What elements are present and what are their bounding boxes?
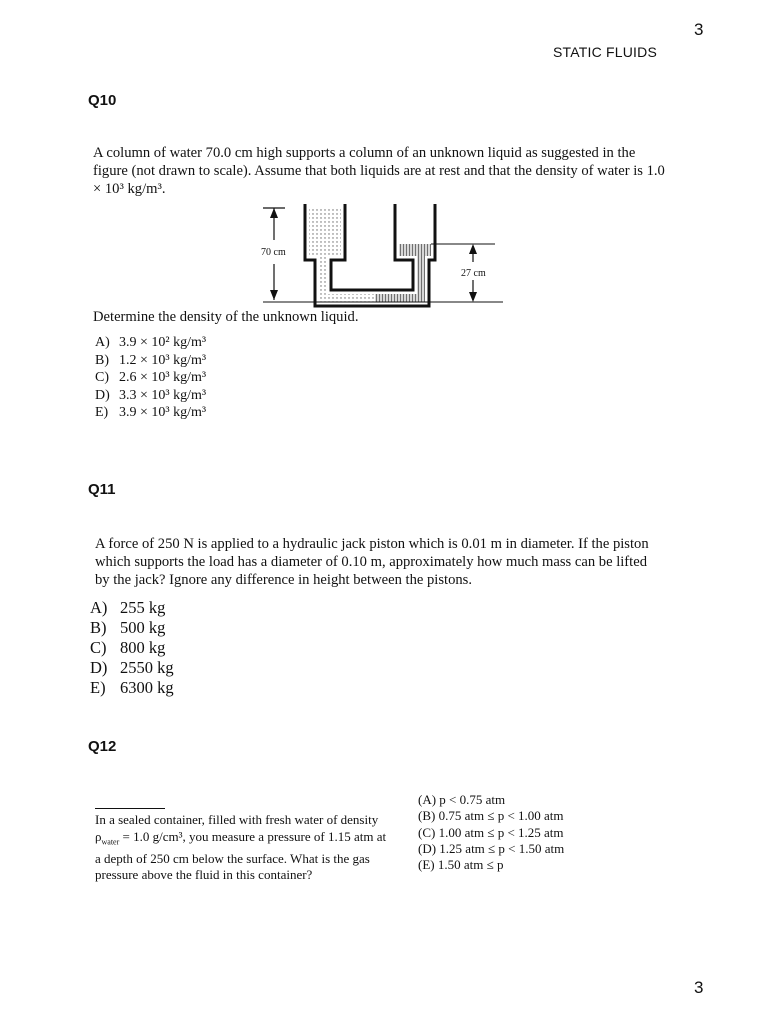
choice-q11-c: C) 800 kg bbox=[90, 638, 166, 657]
choice-list-q10 bbox=[95, 334, 206, 422]
question-prompt-q10: Determine the density of the unknown liquid. bbox=[93, 309, 359, 325]
choice-q12-e: (E) 1.50 atm ≤ p bbox=[418, 857, 504, 873]
answer-blank bbox=[95, 808, 165, 809]
question-text-q11: A force of 250 N is applied to a hydraulic jack piston which is 0.01 m in diameter. If the piston which supports the load has a diameter of 0.10 m, approximately how much mass can be lifted by the jack? Ignore any difference in height between the pistons. bbox=[95, 536, 649, 588]
choice-q10-b: B) 1.2 × 10³ kg/m³ bbox=[95, 352, 207, 368]
question-label-q12: Q12 bbox=[88, 738, 117, 755]
choice-q11-e: E) 6300 kg bbox=[90, 678, 174, 697]
choice-q10-d: D) 3.3 × 10³ kg/m³ bbox=[95, 387, 207, 403]
question-label-q10: Q10 bbox=[88, 92, 117, 109]
choice-q11-d: D) 2550 kg bbox=[90, 658, 174, 677]
section-title: STATIC FLUIDS bbox=[553, 44, 657, 60]
dimension-label-right: 27 cm bbox=[461, 268, 486, 279]
choice-q12-b: (B) 0.75 atm ≤ p < 1.00 atm bbox=[418, 808, 564, 824]
arrow-down-icon bbox=[469, 292, 477, 302]
page-number-bottom: 3 bbox=[694, 978, 704, 997]
choice-q11-b: B) 500 kg bbox=[90, 618, 166, 637]
choice-q10-a: A) 3.9 × 10² kg/m³ bbox=[95, 335, 207, 350]
arrow-up-icon bbox=[469, 244, 477, 254]
arrow-down-icon bbox=[270, 290, 278, 300]
choice-list-q11 bbox=[90, 598, 174, 698]
choice-q12-a: (A) p < 0.75 atm bbox=[418, 792, 506, 807]
choice-q10-c: C) 2.6 × 10³ kg/m³ bbox=[95, 370, 207, 385]
u-tube-figure bbox=[255, 200, 515, 310]
choice-q10-e: E) 3.9 × 10³ kg/m³ bbox=[95, 405, 207, 420]
choice-list-q12 bbox=[418, 792, 564, 873]
question-text-q12: In a sealed container, filled with fresh water of density $\rho_{water} = 1.0$ g/cm³, you measure a pressure of 1.15 atm at a depth of 250 cm below the surface. What is the gas pressure above the fluid in this container? bbox=[95, 812, 387, 883]
water-region bbox=[309, 208, 375, 302]
choice-q12-c: (C) 1.00 atm ≤ p < 1.25 atm bbox=[418, 824, 564, 840]
unknown-liquid-region bbox=[375, 244, 431, 302]
choice-q12-d: (D) 1.25 atm ≤ p < 1.50 atm bbox=[418, 840, 565, 856]
page-number-top: 3 bbox=[694, 20, 704, 39]
choice-q11-a: A) 255 kg bbox=[90, 598, 166, 617]
question-text-q10: A column of water 70.0 cm high supports a column of an unknown liquid as suggested in the figure (not drawn to scale). Assume that both liquids are at rest and that the density of water is 1.0 × 10³ kg/m³. bbox=[93, 145, 665, 197]
dimension-label-left: 70 cm bbox=[261, 247, 286, 258]
question-label-q11: Q11 bbox=[88, 481, 116, 498]
arrow-up-icon bbox=[270, 208, 278, 218]
